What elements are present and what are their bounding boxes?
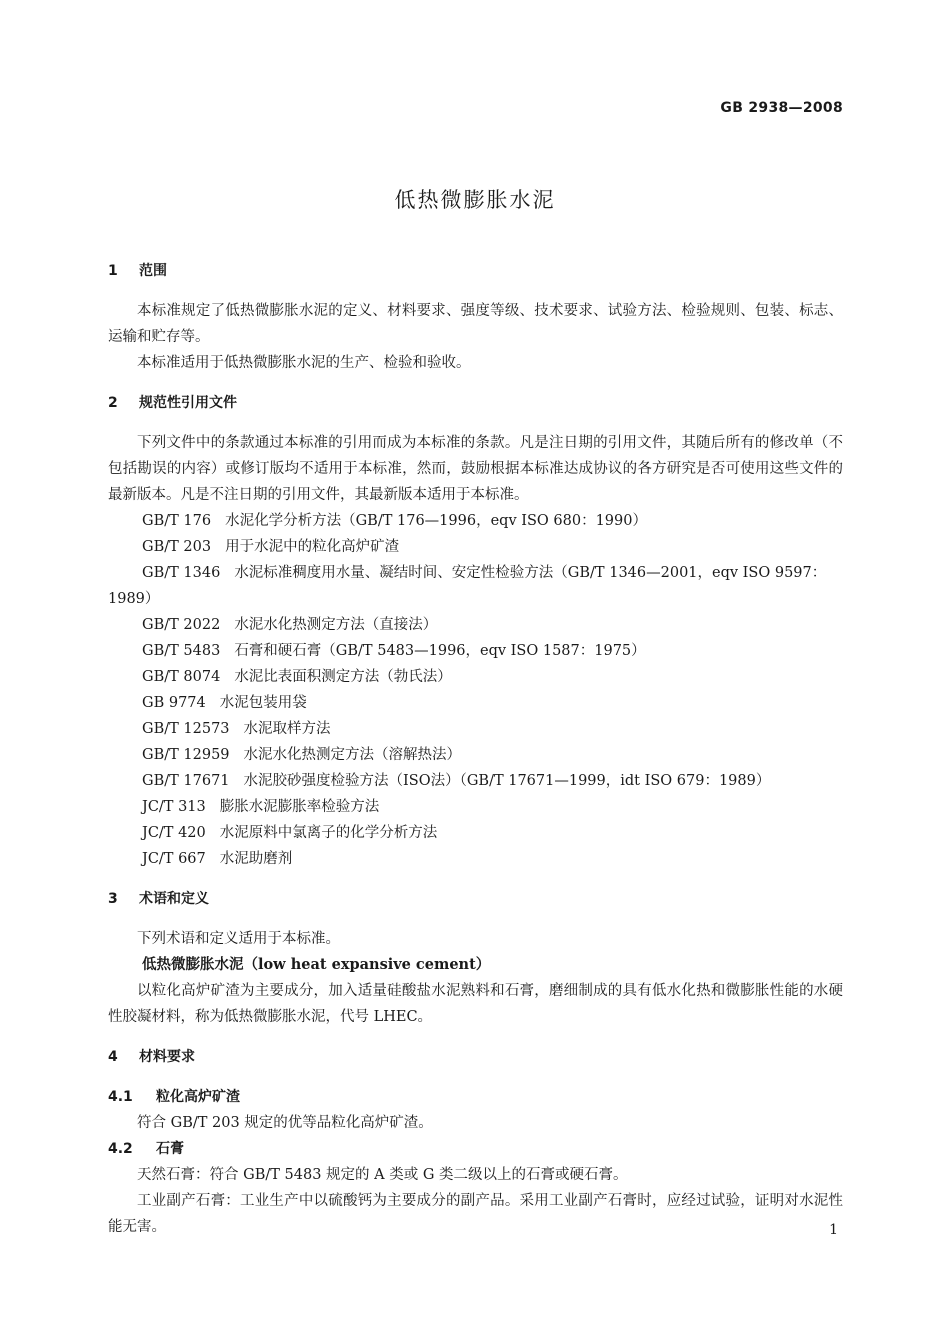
paragraph: 本标准适用于低热微膨胀水泥的生产、检验和验收。	[137, 355, 471, 371]
paragraph: 工业副产石膏：工业生产中以硫酸钙为主要成分的副产品。采用工业副产石膏时，应经过试验，证明对水泥性能无害。	[108, 1193, 843, 1235]
reference-title: 水泥胶砂强度检验方法（ISO法）（GB/T 17671—1999，idt ISO 679：1989）	[243, 773, 771, 789]
reference-title: 膨胀水泥膨胀率检验方法	[219, 799, 380, 815]
reference-code: JC/T 313	[142, 799, 206, 815]
reference-item	[108, 534, 843, 560]
reference-code: GB/T 17671	[142, 773, 230, 789]
subsection-title: 粒化高炉矿渣	[156, 1089, 240, 1105]
subsection-title: 石膏	[156, 1141, 184, 1157]
reference-item	[108, 742, 843, 768]
reference-code: GB/T 1346	[142, 565, 221, 581]
reference-code: GB 9774	[142, 695, 206, 711]
reference-code: GB/T 176	[142, 513, 212, 529]
section-number: 4	[108, 1049, 118, 1065]
reference-title: 水泥比表面积测定方法（勃氏法）	[234, 669, 452, 685]
reference-title: 水泥水化热测定方法（溶解热法）	[243, 747, 462, 763]
subsection-heading-gypsum	[108, 1136, 843, 1162]
reference-code: GB/T 2022	[142, 617, 221, 633]
section-title: 规范性引用文件	[139, 395, 237, 411]
reference-title: 水泥包装用袋	[219, 695, 307, 711]
standard-code: GB 2938—2008	[720, 100, 843, 116]
reference-item	[108, 846, 843, 872]
reference-item	[108, 612, 843, 638]
reference-title: 水泥化学分析方法（GB/T 176—1996，eqv ISO 680：1990）	[225, 513, 647, 529]
reference-title: 水泥标准稠度用水量、凝结时间、安定性检验方法（GB/T 1346—2001，eqv ISO 9597：1989）	[108, 565, 827, 607]
reference-code: GB/T 203	[142, 539, 212, 555]
paragraph: 下列文件中的条款通过本标准的引用而成为本标准的条款。凡是注日期的引用文件，其随后所有的修改单（不包括勘误的内容）或修订版均不适用于本标准，然而，鼓励根据本标准达成协议的各方研究是否可使用这些文件的最新版本。凡是不注日期的引用文件，其最新版本适用于本标准。	[108, 435, 843, 503]
section-number: 2	[108, 395, 118, 411]
section-heading-terms-definitions	[108, 886, 843, 912]
paragraph: 天然石膏：符合 GB/T 5483 规定的 A 类或 G 类二级以上的石膏或硬石膏。	[137, 1167, 628, 1183]
section-title: 材料要求	[139, 1049, 195, 1065]
reference-code: GB/T 12959	[142, 747, 230, 763]
paragraph: 本标准规定了低热微膨胀水泥的定义、材料要求、强度等级、技术要求、试验方法、检验规则、包装、标志、运输和贮存等。	[108, 303, 843, 345]
reference-item	[108, 638, 843, 664]
paragraph: 下列术语和定义适用于本标准。	[137, 931, 340, 947]
reference-title: 水泥水化热测定方法（直接法）	[234, 617, 438, 633]
reference-title: 石膏和硬石膏（GB/T 5483—1996，eqv ISO 1587：1975）	[234, 643, 646, 659]
section-heading-scope	[108, 258, 843, 284]
reference-code: JC/T 667	[142, 851, 206, 867]
reference-code: GB/T 5483	[142, 643, 221, 659]
reference-code: JC/T 420	[142, 825, 206, 841]
reference-code: GB/T 12573	[142, 721, 230, 737]
subsection-number: 4.2	[108, 1141, 133, 1157]
term-definition: 以粒化高炉矿渣为主要成分，加入适量硅酸盐水泥熟料和石膏，磨细制成的具有低水化热和微膨胀性能的水硬性胶凝材料，称为低热微膨胀水泥，代号 LHEC。	[108, 983, 843, 1025]
reference-title: 水泥原料中氯离子的化学分析方法	[219, 825, 438, 841]
subsection-number: 4.1	[108, 1089, 133, 1105]
reference-code: GB/T 8074	[142, 669, 221, 685]
section-heading-normative-references	[108, 390, 843, 416]
page-number: 1	[829, 1222, 838, 1238]
section-number: 1	[108, 263, 118, 279]
reference-item	[108, 716, 843, 742]
section-number: 3	[108, 891, 118, 907]
reference-title: 用于水泥中的粒化高炉矿渣	[225, 539, 400, 555]
section-title: 范围	[139, 263, 167, 279]
reference-title: 水泥取样方法	[243, 721, 331, 737]
document-title: 低热微膨胀水泥	[394, 188, 556, 212]
reference-item	[108, 560, 843, 612]
section-heading-material-requirements	[108, 1044, 843, 1070]
paragraph: 符合 GB/T 203 规定的优等品粒化高炉矿渣。	[137, 1115, 433, 1131]
reference-item	[108, 820, 843, 846]
reference-item	[108, 664, 843, 690]
term-heading: 低热微膨胀水泥（low heat expansive cement）	[142, 956, 491, 973]
reference-item	[108, 508, 843, 534]
reference-title: 水泥助磨剂	[219, 851, 293, 867]
reference-item	[108, 768, 843, 794]
section-title: 术语和定义	[139, 891, 209, 907]
reference-item	[108, 794, 843, 820]
reference-item	[108, 690, 843, 716]
document-body	[108, 258, 843, 1240]
subsection-heading-slag	[108, 1084, 843, 1110]
